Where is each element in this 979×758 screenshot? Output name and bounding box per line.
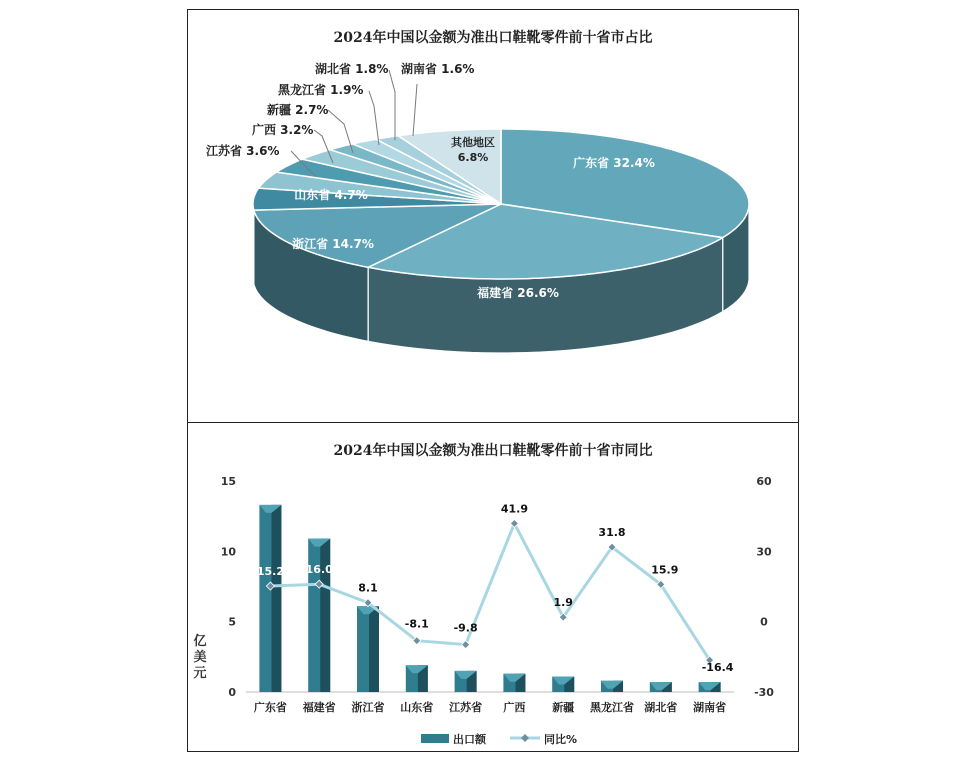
pie-label-新疆: 新疆 2.7%: [267, 103, 329, 117]
leader-line-黑龙江省: [369, 91, 379, 145]
y-left-tick-0: 0: [228, 686, 236, 699]
pie-chart-panel: [187, 9, 799, 423]
pie-label-山东省: 山东省 4.7%: [294, 188, 368, 202]
y-right-tick-30: 30: [756, 545, 772, 559]
y-right-tick-60: 60: [756, 475, 772, 488]
pie-label-湖北省: 湖北省 1.8%: [315, 62, 389, 76]
x-tick-湖北省: 湖北省: [644, 701, 678, 714]
bar-series: [256, 505, 720, 692]
x-tick-广西: 广西: [503, 701, 526, 714]
y-left-label-char: 美: [193, 650, 207, 665]
y-left-label-char: 亿: [193, 634, 207, 649]
pie-label-湖南省: 湖南省 1.6%: [401, 62, 475, 76]
line-label-山东省: -8.1: [404, 617, 429, 631]
leader-line-湖北省: [389, 70, 395, 140]
combo-chart-title: 2024年中国以金额为准出口鞋靴零件前十省市同比: [333, 443, 653, 459]
x-tick-新疆: 新疆: [552, 701, 575, 714]
pie-top-slices: [253, 129, 749, 279]
legend-line-marker: [521, 734, 529, 742]
bar-福建省: [308, 539, 330, 692]
pie-label-福建省: 福建省 26.6%: [477, 286, 559, 300]
x-tick-黑龙江省: 黑龙江省: [590, 701, 634, 714]
x-tick-湖南省: 湖南省: [693, 701, 727, 714]
combo-chart: [188, 423, 800, 753]
x-tick-广东省: 广东省: [253, 701, 287, 714]
y-left-label: [193, 633, 206, 681]
combo-chart-panel: [187, 422, 799, 752]
y-left-tick-5: 5: [228, 615, 236, 629]
y-right-ticks: [754, 475, 774, 699]
pie-chart: [188, 10, 800, 424]
y-left-tick-10: 10: [220, 545, 236, 559]
bar-江苏省: [455, 671, 477, 692]
x-tick-福建省: 福建省: [302, 701, 336, 714]
line-label-广西: 41.9: [500, 502, 528, 516]
line-marker-江苏省: [462, 641, 470, 649]
pie-label-浙江省: 浙江省 14.7%: [292, 237, 374, 251]
y-left-label-char: 元: [193, 666, 207, 681]
bar-湖北省: [650, 682, 672, 692]
bar-浙江省: [357, 606, 379, 692]
legend-bar-label: 出口额: [453, 733, 486, 746]
line-label-湖南省: -16.4: [701, 661, 734, 675]
bar-湖南省: [699, 682, 721, 692]
pie-label-其他地区: 其他地区: [451, 136, 495, 149]
line-path: [270, 523, 709, 660]
pie-label-江苏省: 江苏省 3.6%: [206, 144, 280, 158]
pie-chart-title: 2024年中国以金额为准出口鞋靴零件前十省市占比: [333, 30, 653, 46]
bar-side: [320, 539, 330, 692]
pie-label-其他地区-value: 6.8%: [457, 151, 489, 164]
x-tick-浙江省: 浙江省: [351, 701, 385, 714]
bar-黑龙江省: [601, 681, 623, 692]
x-tick-江苏省: 江苏省: [449, 701, 483, 714]
legend-line-label: 同比%: [544, 733, 578, 746]
pie-label-广西: 广西 3.2%: [252, 123, 314, 137]
bar-广东省: [259, 505, 281, 692]
pie-side-山东省: [253, 204, 254, 284]
bar-side: [272, 505, 282, 692]
y-right-tick--30: -30: [754, 686, 774, 699]
line-label-新疆: 1.9: [553, 596, 573, 610]
line-label-黑龙江省: 31.8: [598, 526, 626, 540]
bar-山东省: [406, 665, 428, 692]
legend: [421, 732, 577, 746]
bar-新疆: [552, 677, 574, 692]
pie-label-黑龙江省: 黑龙江省 1.9%: [278, 83, 364, 97]
line-label-福建省: 16.0: [305, 563, 333, 577]
leader-line-湖南省: [413, 84, 417, 136]
line-label-浙江省: 8.1: [358, 581, 378, 595]
line-label-江苏省: -9.8: [453, 621, 478, 635]
line-label-湖北省: 15.9: [651, 563, 679, 577]
bar-side: [369, 606, 379, 692]
bar-广西: [503, 674, 525, 692]
pie-label-广东省: 广东省 32.4%: [573, 156, 655, 170]
legend-bar-swatch: [421, 734, 449, 743]
y-left-ticks: [221, 475, 237, 699]
line-label-广东省: 15.2: [256, 565, 284, 579]
y-left-tick-15: 15: [220, 475, 236, 488]
x-tick-山东省: 山东省: [400, 701, 434, 714]
x-tick-labels: [254, 700, 726, 714]
y-right-tick-0: 0: [760, 615, 768, 629]
